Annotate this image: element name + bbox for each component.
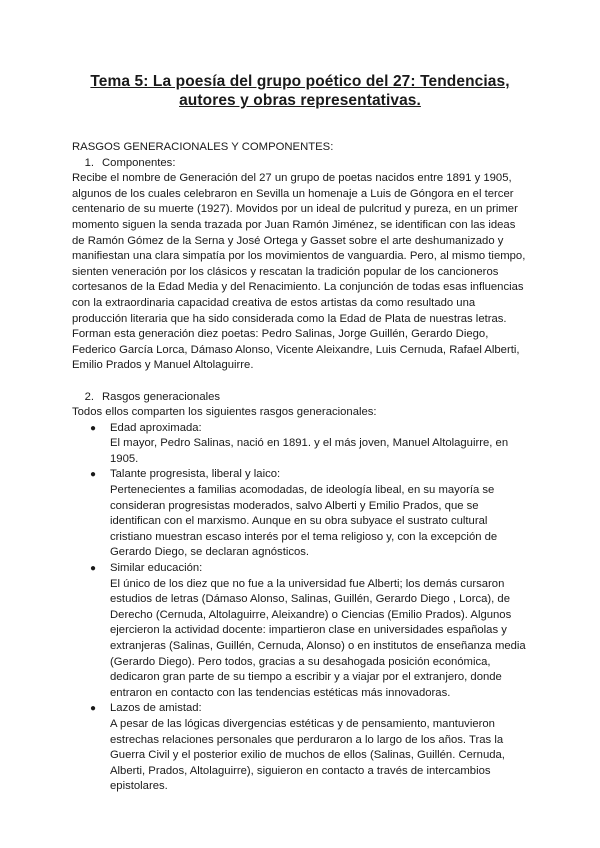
subsection-heading-componentes — [72, 156, 528, 172]
trait-text: A pesar de las lógicas divergencias estéticas y de pensamiento, mantuvieron estrechas relaciones personales que perduraron a lo largo de los años. Tras la Guerra Civil y el posterior exilio de muchos de ellos (Salinas, Guillén. Cernuda, Alberti, Prados, Altolaguirre), siguieron en contacto a través de intercambios epistolares. — [110, 717, 505, 793]
list-item — [72, 561, 528, 701]
trait-text: El mayor, Pedro Salinas, nació en 1891. y el más joven, Manuel Altolaguirre, en 1905. — [110, 437, 509, 465]
subsection-heading-rasgos — [72, 390, 528, 406]
trait-heading: Lazos de amistad: — [110, 702, 202, 715]
subsection-label: Rasgos generacionales — [102, 390, 221, 403]
trait-text: Pertenecientes a familias acomodadas, de ideología libeal, en su mayoría se consideran progresistas moderados, salvo Alberti y Emilio Prados, que se identifican con el marxismo. Aunque en su obra subyace el sustrato cultural cristiano muestran escaso interés por el tema religioso y, con la excepción de Gerardo Diego, se declaran agnósticos. — [110, 484, 498, 559]
intro-paragraph: Recibe el nombre de Generación del 27 un grupo de poetas nacidos entre 1891 y 1905, algunos de los cuales celebraron en Sevilla un homenaje a Luis de Góngora en el tercer centenario de su muerte (1927). Movidos por un ideal de pulcritud y pureza, en un primer momento siguen la senda trazada por Juan Ramón Jiménez, se identifican con las ideas de Ramón Gómez de la Serna y José Ortega y Gasset sobre el arte deshumanizado y manifiestan una clara simpatía por los movimientos de vanguardia. Pero, al mismo tiempo, sienten veneración por los clásicos y rescatan la tradición popular de los cancioneros cortesanos de la Edad Media y del Renacimiento. La conjunción de todas esas influencias con la extraordinaria capacidad creativa de estos artistas da como resultado una producción literaria que ha sido considerada como la Edad de Plata de nuestras letras. — [72, 172, 526, 325]
list-item — [72, 467, 528, 561]
subsection-number: 2. — [84, 390, 94, 403]
trait-heading: Edad aproximada: — [110, 421, 202, 434]
trait-text: El único de los diez que no fue a la universidad fue Alberti; los demás cursaron estudios de letras (Dámaso Alonso, Salinas, Guillén, Gerardo Diego , Lorca), de Derecho (Cernuda, Altolaguirre, Aleixandre) o Ciencias (Emilio Prados). Algunos ejercieron la actividad docente: impartieron clase en universidades españolas y extranjeras (Salinas, Guillén, Cernuda, Alonso) o en institutos de enseñanza media (Gerardo Diego). Pero todos, gracias a su desahogada posición económica, dedicaron gran parte de su tiempo a escribir y a viajar por el extranjero, donde entraron en contacto con las tendencias estéticas más innovadoras. — [110, 577, 526, 699]
bullet-icon: ● — [90, 703, 97, 715]
title-line-2: autores y obras representativas. — [179, 92, 421, 109]
title-line-1: Tema 5: La poesía del grupo poético del 27: Tendencias, — [90, 73, 510, 90]
traits-intro: Todos ellos comparten los siguientes rasgos generacionales: — [72, 406, 377, 419]
section-heading: RASGOS GENERACIONALES Y COMPONENTES: — [72, 141, 334, 153]
bullet-icon: ● — [90, 422, 97, 434]
list-item — [72, 701, 528, 795]
trait-heading: Talante progresista, liberal y laico: — [110, 468, 281, 481]
bullet-icon: ● — [90, 469, 97, 481]
blank-line — [72, 374, 528, 390]
subsection-number: 1. — [84, 156, 94, 169]
bullet-icon: ● — [90, 563, 97, 575]
document-title — [72, 72, 528, 110]
subsection-label: Componentes: — [102, 156, 176, 169]
traits-list — [72, 421, 528, 795]
trait-heading: Similar educación: — [110, 562, 203, 575]
list-item — [72, 421, 528, 468]
poets-paragraph: Forman esta generación diez poetas: Pedro Salinas, Jorge Guillén, Gerardo Diego, Federico García Lorca, Dámaso Alonso, Vicente Aleixandre, Luis Cernuda, Rafael Alberti, Emilio Prados y Manuel Altolaguirre. — [72, 328, 520, 372]
